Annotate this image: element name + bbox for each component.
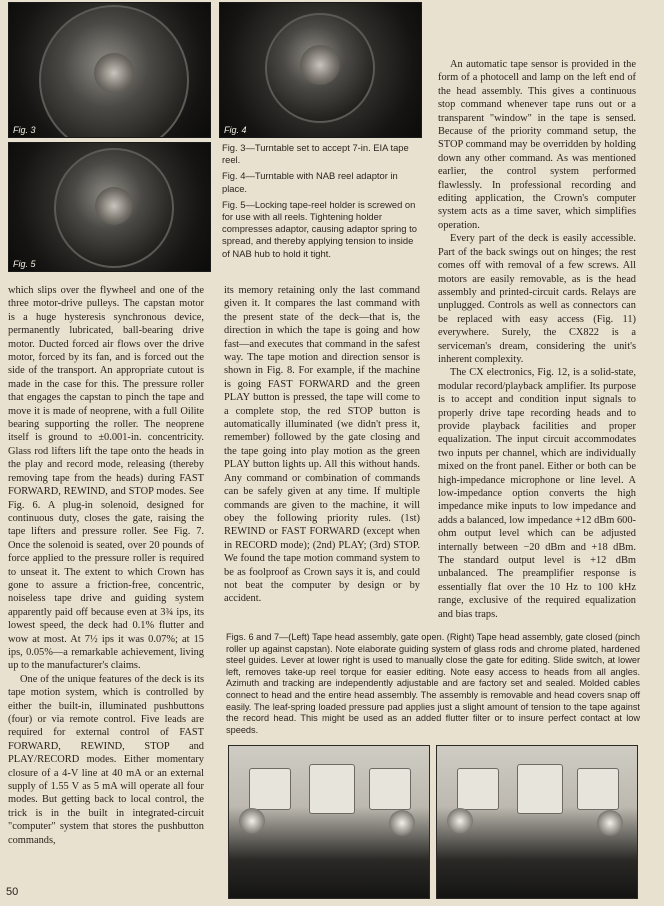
caption-fig4: Fig. 4—Turntable with NAB reel adaptor in place.	[222, 170, 398, 194]
caption-fig3: Fig. 3—Turntable set to accept 7-in. EIA tape reel.	[222, 142, 409, 166]
fig5-photo	[8, 142, 211, 272]
fig3-photo	[8, 2, 211, 138]
caption-fig5: Fig. 5—Locking tape-reel holder is screwed on for use with all reels. Tightening holder compresses adaptor, causing adaptor spring to spread, and thereby applying tension to inside of NAB hub to hold it tight.	[222, 198, 417, 259]
fig3-label: Fig. 3	[13, 125, 36, 135]
col1-paragraph-2: One of the unique features of the deck is its tape motion system, which is controlled by either the built-in, illuminated pushbuttons (four) or via remote control. Five leads are required for external control of FAST FORWARD, REWIND, STOP and PLAY/RECORD modes. Either momentary closure of a 4-V line at 40 mA or an external supply of 1.55 V as 5 mA will operate all four modes. But getting back to local control, the trick is in the built in integrated-circuit "computer" system that stores the pushbutton commands,	[8, 673, 204, 846]
body-column-2	[224, 284, 420, 606]
body-column-1	[8, 284, 204, 847]
col3-paragraph-2: Every part of the deck is easily accessible. Part of the back swings out on hinges; the rest comes off with removal of a few screws. All motors are easily removable, as is the head assembly and printed-circuit cards. Relays are unplugged. Controls as well as connectors can be replaced with easy access (Fig. 11) everywhere. Surely, the CX822 is a serviceman's dream, considering the unit's inherent complexity.	[438, 233, 636, 365]
col3-paragraph-1: An automatic tape sensor is provided in the form of a photocell and lamp on the left end of the head assembly. This gives a continuous stop command whenever tape runs out or a transparent "window" in the tape is sensed. Because of the priority command setup, the STOP command may be overridden by holding down any other command. As was mentioned earlier, the control system performed flawlessly. In professional recording and editing application, the Crown's computer system acts as a time saver, which simplifies operation.	[438, 59, 636, 231]
fig5-label: Fig. 5	[13, 259, 36, 269]
fig6-7-caption	[226, 632, 640, 740]
col2-paragraph-1: its memory retaining only the last command given it. It compares the last command with the present state of the deck—that is, the direction in which the tape is going and how fast—and executes that command in the safest way. The tape motion and direction sensor is shown in Fig. 8. For example, if the machine is going FAST FORWARD and the green PLAY button is pressed, the tape will come to a complete stop, the red STOP button is automatically illuminated (we didn't press it, remember) followed by the gate closing and the tape going into play motion as the green PLAY button lights up. All this without hands. Any command or combination of commands can be safely given at any time. If multiple commands are given to the machine, it will obey the following priority rules. (1st) REWIND or FAST FORWARD (except when in RECORD mode); (2nd) PLAY; (3rd) STOP. We found the tape motion command system to be as foolproof as Crown says it is, and could not beat the computer by design or by accident.	[224, 285, 420, 605]
page-number: 50	[6, 886, 19, 898]
fig3-5-captions	[222, 142, 418, 264]
fig7-photo	[436, 745, 638, 899]
fig4-label: Fig. 4	[224, 125, 247, 135]
col3-paragraph-3: The CX electronics, Fig. 12, is a solid-state, modular record/playback amplifier. Its purpose is to accept and condition input signals to properly drive tape recording heads and to provide playback facilities and proper equalization. The input circuit accommodates two inputs per channel, which are individually mixed on the front panel. Either or both can be high-impedance microphone or line level. A low-impedance option converts the high impedance mike inputs to low impedance and adds a balanced, low impedance +12 dBm 600-ohm output level which can be adjusted internally between −20 dBm and +18 dBm. The standard output level is +12 dBm unbalanced. The preamplifier response is essentially flat over the 10 Hz to 100 kHz range, exclusive of the required equalization and bias traps.	[438, 367, 636, 620]
col1-paragraph-1: which slips over the flywheel and one of the three motor-drive pulleys. The capstan motor is a huge hysteresis synchronous device, permanently lubricated, ball-bearing drive motor. Ducted forced air flows over the drive motor, forced by its fan, and is forced out the side of the transport. An appropriate cutout is made in the case for this. The pressure roller that engages the capstan to pinch the tape and move it is made of neoprene, with a full Oilite bearing supporting the roller. The neoprene itself is ground to ±0.001-in. concentricity. Glass rod lifters lift the tape onto the heads in the play and record mode, releasing (thereby removing tape from the heads) during FAST FORWARD, REWIND, and STOP modes. See Fig. 6. A plug-in solenoid, designed for continuous duty, closes the gate, raising the tape lifters and pressure roller. See Fig. 7. Once the solenoid is seated, over 20 pounds of force applied to the pressure roller is required to unseat it. The extent to which Crown has gone to assure a friction-free, concentric, noiseless tape drive and guiding system apparently paid off because even at 3¾ ips, its lowest speed, the deck had 0.1% flutter and wow at most. At 7½ ips it was 0.07%; at 15 ips, 0.05%—a remarkable achievement, living up to the manufacturer's claims.	[8, 285, 204, 672]
fig6-photo	[228, 745, 430, 899]
body-column-3	[438, 58, 636, 621]
fig4-photo	[219, 2, 422, 138]
caption-fig67: Figs. 6 and 7—(Left) Tape head assembly, gate open. (Right) Tape head assembly, gate closed (pinch roller up against capstan). Note elaborate guiding system of glass rods and chrome plated, hardened steel guides. Lever at lower right is used to manually close the gate for editing. Slide switch, at lower left, removes take-up reel torque for easier editing. Note easy access to heads from all angles. Azimuth and tracking are independently adjustable and are factory set and sealed. Molded cables connect to head and the entire head assembly. The assembly is removable and head covers snap off easily. The leaf-spring loaded pressure pad applies just a slight amount of tension to the tape against the record head. This might be used as an added flutter filter or to insure perfect contact at low speeds.	[226, 632, 641, 735]
